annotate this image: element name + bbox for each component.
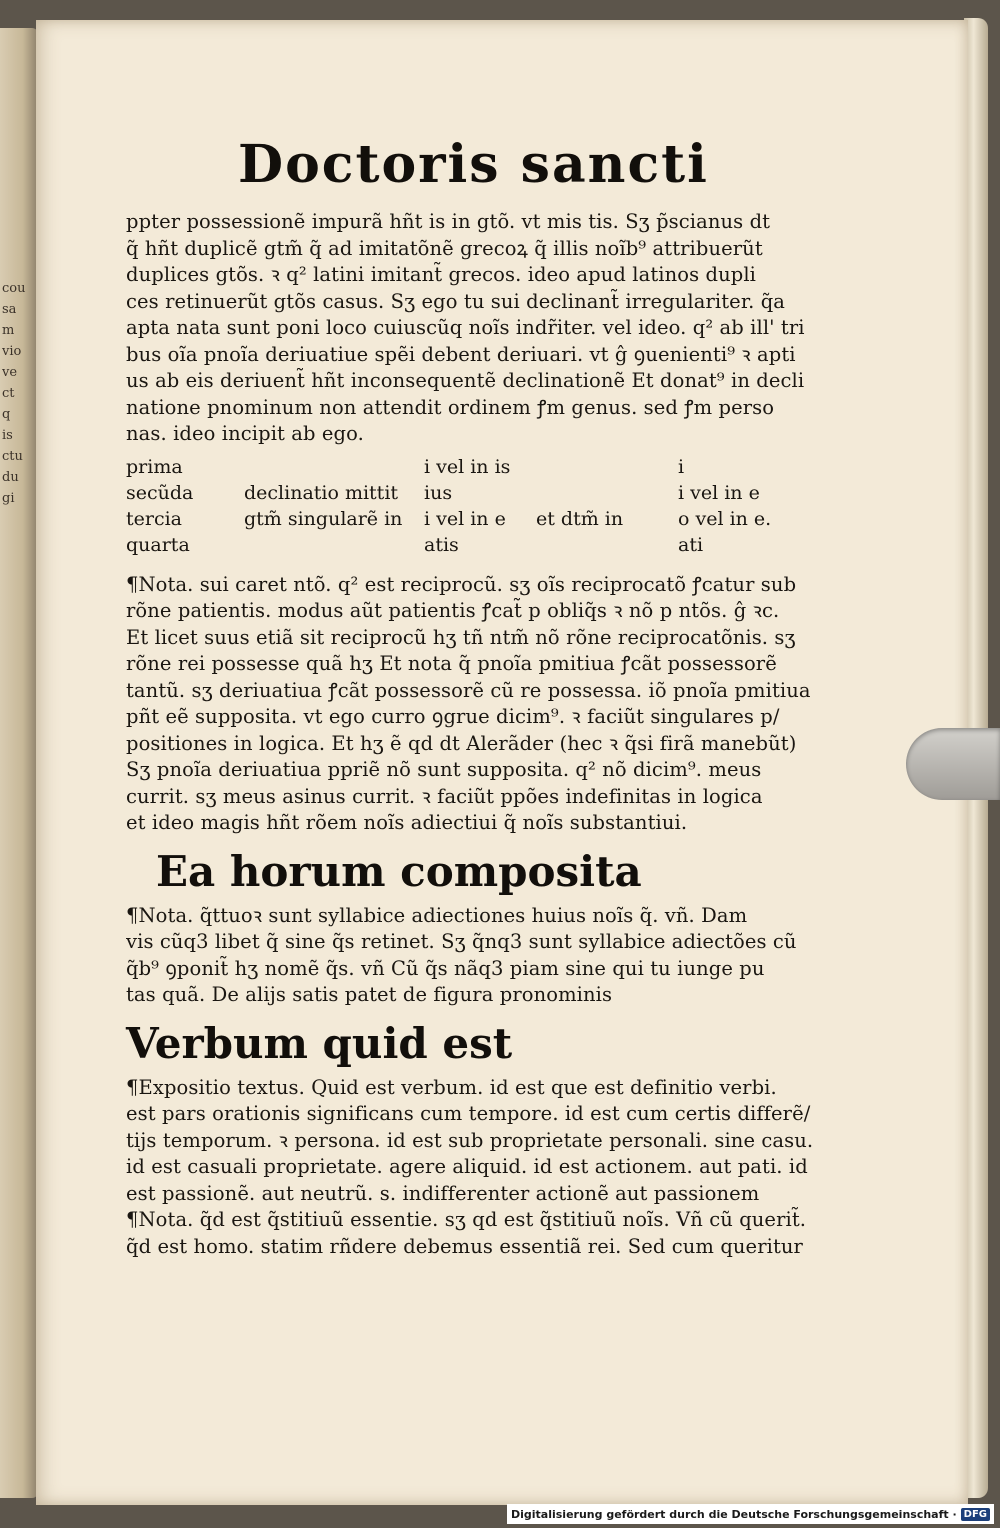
table-cell: ius [424,481,453,504]
text-line: ¶Nota. q̃ttuoꝛ sunt syllabice adiectiones huius noĩs q̃. vñ. Dam [126,903,748,927]
table-cell: tercia [126,507,183,530]
table-cell: gtm̃ singularẽ in [244,507,403,530]
table-cell: declinatio mittit [244,481,399,504]
left-page-edge [0,28,38,1498]
text-line: ¶Nota. sui caret ntõ. q² est reciprocũ. sʒ oĩs reciprocatõ ꝭcatur sub [126,572,797,596]
left-fragment-line: ve [2,365,18,380]
left-fragment-line: m [2,323,15,338]
footer-credit: Digitalisierung gefördert durch die Deutsche Forschungsgemeinschaft · [510,1507,957,1521]
left-fragment-line: ct [2,386,15,401]
left-fragment-line: q [2,407,11,422]
table-cell: i vel in e [678,481,760,504]
text-line: Sʒ pnoĩa deriuatiua ppriẽ nõ sunt supposita. q² nõ dicim⁹. meus [126,758,762,781]
text-line: est passionẽ. aut neutrũ. s. indifferenter actionẽ aut passionem [126,1181,760,1205]
text-line: tijs temporum. ꝛ persona. id est sub proprietate personali. sine casu. [126,1128,814,1152]
book-page [36,20,968,1505]
text-line: apta nata sunt poni loco cuiuscũq noĩs indr̃iter. vel ideo. q² ab ill' tri [126,316,805,339]
text-line: q̃d est homo. statim rñdere debemus essentiã rei. Sed cum queritur [126,1234,803,1258]
table-cell: i [678,455,685,478]
text-line: pñt eẽ supposita. vt ego curro ꝯgrue dicim⁹. ꝛ faciũt singulares p/ [126,705,780,728]
text-line: q̃ hñt duplicẽ gtm̃ q̃ ad imitatõnẽ grecoꝝ q̃ illis noĩb⁹ attribuerũt [126,236,763,260]
left-fragment-line: gi [2,491,15,506]
table-cell: secũda [126,481,194,504]
text-line: tas quã. De alijs satis patet de figura pronominis [126,983,613,1006]
text-line: Et licet suus etiã sit reciprocũ hʒ tñ ntm̃ nõ rõne reciprocatõnis. sʒ [126,625,796,649]
book-clamp [906,728,1000,800]
text-line: us ab eis deriuent̃ hñt inconsequentẽ declinationẽ Et donat⁹ in decli [126,369,805,392]
paragraph-2 [126,572,816,837]
text-line: natione pnominum non attendit ordinem ꝭm genus. sed ꝭm perso [126,395,775,419]
text-line: est pars orationis significans cum tempore. id est cum certis differẽ/ [126,1102,811,1125]
text-line: q̃b⁹ ꝯponit̃ hʒ nomẽ q̃s. vñ Cũ q̃s nãq3 piam sine qui tu iunge pu [126,956,765,980]
paragraph-4 [126,1075,816,1261]
paragraph-3 [126,903,816,1009]
table-cell: i vel in is [424,455,511,478]
text-line: ppter possessionẽ impurã hñt is in gtõ. vt mis tis. Sʒ p̃scianus dt [126,210,771,233]
left-fragment-line: cou [2,281,26,296]
left-fragment-line: du [2,470,19,485]
table-cell: ati [678,533,704,556]
left-page-fragment [2,278,32,509]
table-cell: o vel in e. [678,507,772,530]
text-line: bus oĩa pnoĩa deriuatiue spẽi debent deriuari. vt ĝ ꝯuenienti⁹ ꝛ apti [126,342,796,366]
left-fragment-line: is [2,428,13,443]
text-line: rõne patientis. modus aũt patientis ꝭcat̃ p obliq̃s ꝛ nõ p ntõs. ĝ ꝛc. [126,599,780,622]
left-fragment-line: vio [2,344,22,359]
table-cell: quarta [126,533,190,556]
text-line: ces retinuerũt gtõs casus. Sʒ ego tu sui declinant̃ irregulariter. q̃a [126,289,786,313]
digitization-footer [507,1504,994,1524]
text-line: id est casuali proprietate. agere aliquid. id est actionem. aut pati. id [126,1155,808,1178]
text-line: rõne rei possesse quã hʒ Et nota q̃ pnoĩa pmitiua ꝭcãt possessorẽ [126,652,777,675]
table-cell: atis [424,533,459,556]
text-line: vis cũq3 libet q̃ sine q̃s retinet. Sʒ q̃nq3 sunt syllabice adiectões cũ [126,930,797,953]
text-line: positiones in logica. Et hʒ ẽ qd dt Alerãder (hec ꝛ q̃si firã manebũt) [126,731,797,755]
page-text-block [126,135,816,1260]
text-line: currit. sʒ meus asinus currit. ꝛ faciũt ppões indefinitas in logica [126,784,763,808]
text-line: tantũ. sʒ deriuatiua ꝭcãt possessorẽ cũ re possessa. iõ pnoĩa pmitiua [126,678,811,702]
left-fragment-line: ctu [2,449,23,464]
text-line: et ideo magis hñt rõem noĩs adiectiui q̃ noĩs substantiui. [126,811,688,834]
text-line: duplices gtõs. ꝛ q² latini imitant̃ grecos. ideo apud latinos dupli [126,263,757,286]
section-title-composita: Ea horum composita [156,846,642,896]
running-head: Doctoris sancti [238,134,709,195]
section-title-verbum: Verbum quid est [126,1018,513,1068]
table-cell: et dtm̃ in [536,507,624,530]
text-line: ¶Nota. q̃d est q̃stitiuũ essentie. sʒ qd est q̃stitiuũ noĩs. Vñ cũ querit̃. [126,1208,807,1231]
dfg-logo: DFG [961,1508,990,1521]
text-line: ¶Expositio textus. Quid est verbum. id est que est definitio verbi. [126,1075,777,1099]
paragraph-1 [126,209,816,448]
left-fragment-line: sa [2,302,17,317]
table-cell: i vel in e [424,507,506,530]
table-cell: prima [126,455,183,478]
declension-table [126,454,816,566]
text-line: nas. ideo incipit ab ego. [126,422,364,445]
